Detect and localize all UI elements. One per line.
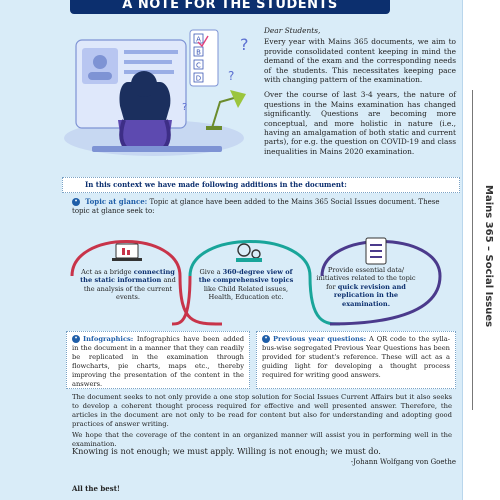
side-title: Mains 365 – Social Issues xyxy=(483,185,494,328)
bullet-icon: • xyxy=(72,335,80,343)
pyq-text: A QR code to the sylla-bus-wise segregated Previous Year Questions has been provided for student's reference. These will act as a guiding light for developing a thought process required for writing good answers. xyxy=(262,335,450,379)
student-illustration xyxy=(62,20,254,165)
closing-paragraph: We hope that the coverage of the content in an organized manner will assist you in performing well in the examination. xyxy=(72,431,452,448)
topic-label: Topic at glance: xyxy=(85,197,148,206)
pyq-box xyxy=(256,331,456,389)
letter-paragraph: Over the course of last 3-4 years, the nature of questions in the Mains examination has changed significantly. Questions are becoming more conceptual, and more holistic in nature (i.e., having an amalgamation of both static and current parts), for e.g. the question on COVID-19 and class inequalities in Mains 2020 examination. xyxy=(264,90,456,156)
infographics-text: Infographics have been added in the document in a manner that they can readily be replicated in the examination through flowcharts, pie charts, maps etc., thereby improving the presentation of the content in the answers. xyxy=(72,335,244,388)
goethe-quote: Knowing is not enough; we must apply. Willing is not enough; we must do. xyxy=(72,446,381,456)
letter-paragraph: Every year with Mains 365 documents, we aim to provide consolidated content keeping in mind the demand of the exam and the corresponding needs of the students. This necessitates keeping pace with changing pattern of the examination. xyxy=(264,37,456,85)
letter-body xyxy=(264,26,456,162)
quiz-option-b xyxy=(194,47,203,57)
quote-author: -Johann Wolfgang von Goethe xyxy=(350,458,456,466)
circle-revision-text: Provide essential data/ initiatives related to the topic for quick revision and replication in the examination. xyxy=(316,266,416,308)
header-banner xyxy=(70,0,390,14)
quiz-letter-c: C xyxy=(196,61,201,70)
side-divider xyxy=(472,90,473,410)
circle-bridge-text: Act as a bridge connecting the static information and the analysis of the current events. xyxy=(80,268,176,302)
infographics-label: Infographics: xyxy=(83,335,134,343)
circle-360-text: Give a 360-degree view of the comprehensive topics like Child Related issues, Health, Education etc. xyxy=(198,268,294,302)
context-heading: In this context we have made following additions in the document: xyxy=(85,180,347,189)
quiz-option-c xyxy=(194,60,203,70)
topic-at-glance xyxy=(72,197,458,216)
desk-lamp-icon xyxy=(206,90,246,130)
topic-text: Topic at glance have been added to the Mains 365 Social Issues document. These topic at glance seek to: xyxy=(72,198,440,215)
quiz-letter-d: D xyxy=(195,74,202,83)
quiz-letter-a: A xyxy=(196,35,201,44)
context-heading-box xyxy=(62,177,460,193)
quiz-option-d xyxy=(194,73,203,83)
pyq-label: Previous year questions: xyxy=(273,335,367,343)
closing-text xyxy=(72,393,452,451)
infographics-box xyxy=(66,331,250,389)
quiz-letter-b: B xyxy=(196,48,201,57)
closing-paragraph: The document seeks to not only provide a one stop solution for Social Issues Current Affairs but it also seeks to develop a coherent thought process required for effective and well presented answer. Therefore, the articles in the document are not only to be read for content but also for understanding and adopting good practices of answer writing. xyxy=(72,393,452,428)
gears-icon xyxy=(236,244,262,262)
checklist-icon xyxy=(366,238,386,264)
laptop-icon xyxy=(112,244,142,261)
signoff: All the best! xyxy=(72,484,120,493)
bullet-icon: • xyxy=(72,198,80,206)
question-mark-icon: ? xyxy=(240,35,249,54)
question-mark-icon: ? xyxy=(228,69,235,83)
page-title: A NOTE FOR THE STUDENTS xyxy=(122,0,338,12)
question-mark-icon: ? xyxy=(182,102,188,113)
bullet-icon: • xyxy=(262,335,270,343)
greeting: Dear Students, xyxy=(264,26,321,35)
side-title-container xyxy=(480,185,500,328)
